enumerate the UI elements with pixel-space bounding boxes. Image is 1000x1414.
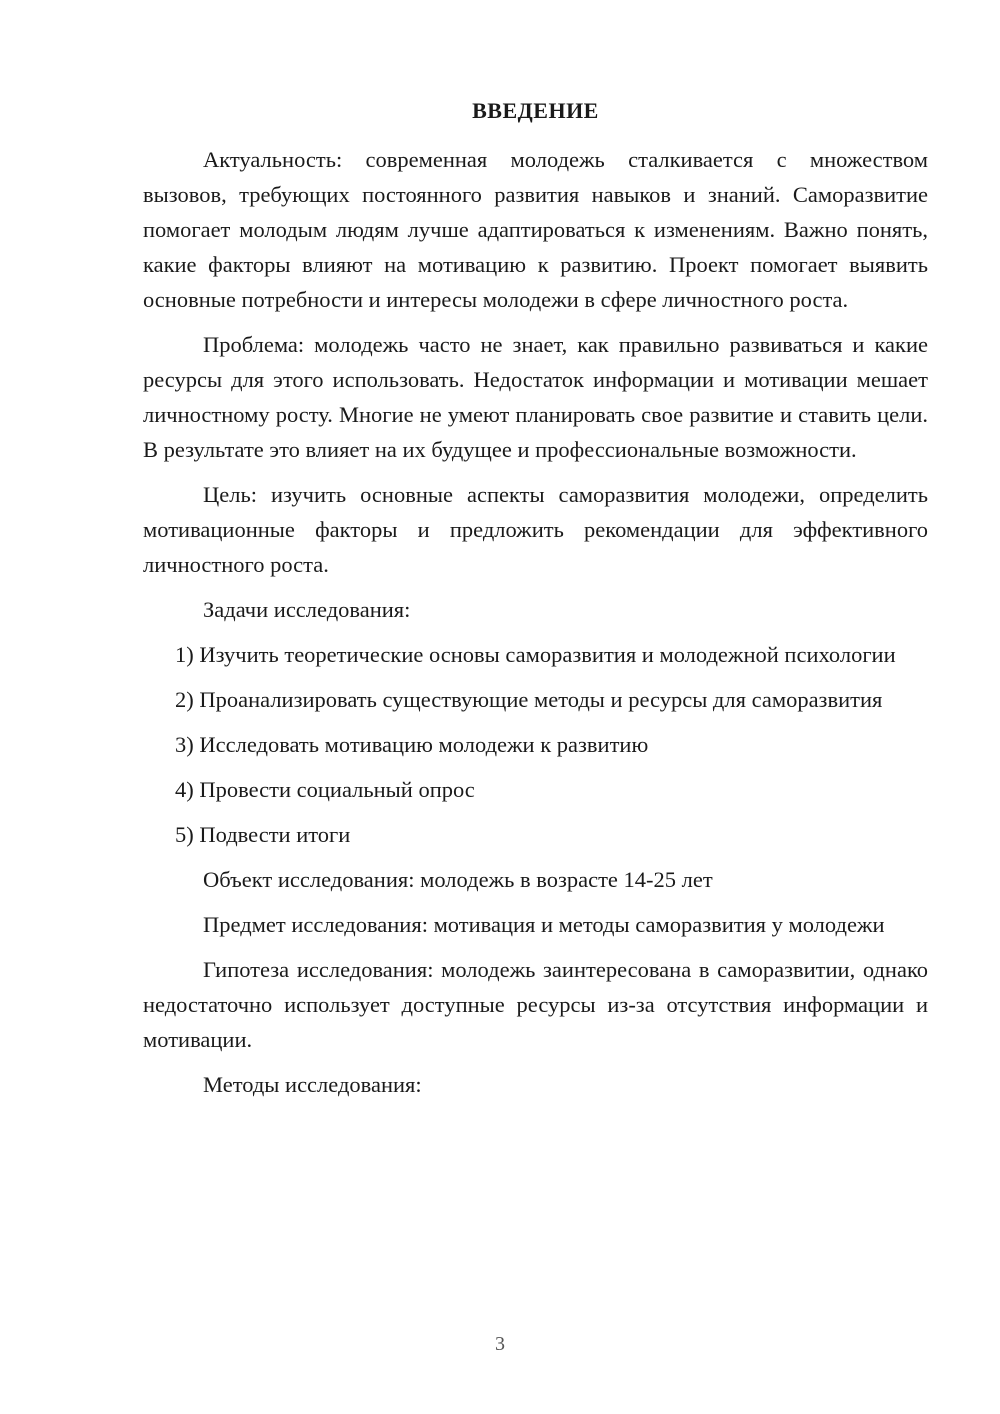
paragraph-relevance: Актуальность: современная молодежь сталкивается с множеством вызовов, требующих постоянного развития навыков и знаний. Саморазвитие помогает молодым людям лучше адаптироваться к изменениям. Важно понять, какие факторы влияют на мотивацию к развитию. Проект помогает выявить основные потребности и интересы молодежи в сфере личностного роста. (143, 147, 928, 312)
paragraph-object: Объект исследования: молодежь в возрасте 14-25 лет (203, 867, 713, 892)
paragraph-goal: Цель: изучить основные аспекты саморазвития молодежи, определить мотивационные факторы и предложить рекомендации для эффективного личностного роста. (143, 482, 928, 577)
paragraph-methods-title: Методы исследования: (203, 1072, 422, 1097)
paragraph-tasks-title: Задачи исследования: (203, 597, 411, 622)
task-item: 2) Проанализировать существующие методы и ресурсы для саморазвития (175, 687, 883, 712)
task-item: 5) Подвести итоги (175, 822, 351, 847)
task-item: 4) Провести социальный опрос (175, 777, 475, 802)
paragraph-problem: Проблема: молодежь часто не знает, как правильно развиваться и какие ресурсы для этого использовать. Недостаток информации и мотивации мешает личностному росту. Многие не умеют планировать свое развитие и ставить цели. В результате это влияет на их будущее и профессиональные возможности. (143, 332, 928, 462)
paragraph-hypothesis: Гипотеза исследования: молодежь заинтересована в саморазвитии, однако недостаточно использует доступные ресурсы из-за отсутствия информации и мотивации. (143, 957, 928, 1052)
paragraph-subject: Предмет исследования: мотивация и методы саморазвития у молодежи (203, 912, 885, 937)
task-item: 3) Исследовать мотивацию молодежи к развитию (175, 732, 649, 757)
task-item: 1) Изучить теоретические основы саморазвития и молодежной психологии (175, 642, 896, 667)
document-body (143, 142, 928, 1112)
section-heading: ВВЕДЕНИЕ (472, 98, 599, 123)
page-number: 3 (495, 1333, 505, 1355)
